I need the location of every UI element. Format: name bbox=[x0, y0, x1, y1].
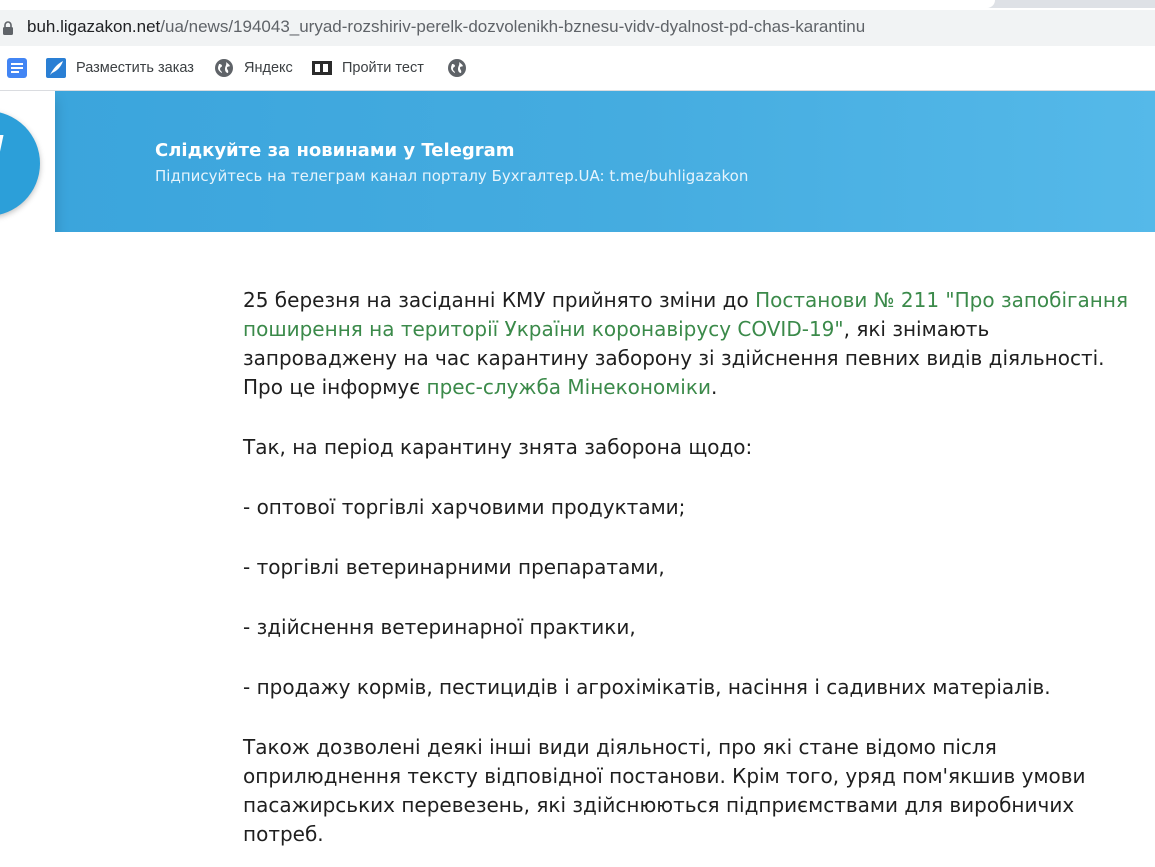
text-fragment: , які знімають запроваджену на час карантину заборону зі здійснення певних видів діяльності. Про це інформує bbox=[243, 317, 1105, 399]
text-fragment: 25 березня на засіданні КМУ прийнято зміни до bbox=[243, 288, 756, 312]
article-paragraph-closing: Також дозволені деякі інші види діяльності, про які стане відомо після оприлюднення тексту відповідної постанови. Крім того, уряд пом'якшив умови пасажирських перевезень, які здійснюються підприємствами для виробничих потреб. bbox=[243, 735, 1086, 846]
press-service-link[interactable]: прес-служба Мінекономіки bbox=[426, 375, 711, 399]
feather-icon bbox=[46, 58, 66, 78]
url-path: /ua/news/194043_uryad-rozshiriv-perelk-dozvolenikh-bznesu-vidv-dyalnost-pd-chas-karantinu bbox=[160, 17, 866, 36]
url-text[interactable] bbox=[27, 17, 865, 37]
article-body bbox=[243, 286, 1148, 849]
bookmark-label: Разместить заказ bbox=[76, 60, 194, 76]
bookmark-docs[interactable] bbox=[7, 52, 37, 84]
banner-title[interactable]: Слідкуйте за новинами у Telegram bbox=[155, 140, 515, 161]
bookmark-order[interactable] bbox=[46, 52, 194, 84]
text-fragment: . bbox=[710, 375, 718, 399]
spacer bbox=[243, 402, 1148, 433]
spacer bbox=[243, 642, 1148, 673]
list-item: - торгівлі ветеринарними препаратами, bbox=[243, 555, 665, 579]
resolution-link[interactable]: Постанови № 211 "Про запобігання поширення на території України коронавірусу COVID-19" bbox=[243, 288, 1128, 341]
spacer bbox=[243, 462, 1148, 493]
docs-icon bbox=[7, 58, 27, 78]
telegram-logo-icon bbox=[0, 111, 40, 216]
lock-icon[interactable] bbox=[2, 21, 14, 35]
globe-icon bbox=[214, 58, 234, 78]
bookmark-test[interactable] bbox=[312, 52, 424, 84]
article-paragraph-intro bbox=[243, 286, 1148, 402]
spacer bbox=[243, 702, 1148, 733]
bookmark-globe[interactable] bbox=[447, 52, 477, 84]
bookmark-yandex[interactable] bbox=[214, 52, 293, 84]
list-item: - оптової торгівлі харчовими продуктами; bbox=[243, 495, 686, 519]
list-item: - продажу кормів, пестицидів і агрохімікатів, насіння і садивних матеріалів. bbox=[243, 675, 1051, 699]
banner-subtitle[interactable]: Підписуйтесь на телеграм канал порталу Бухгалтер.UA: t.me/buhligazakon bbox=[155, 167, 749, 185]
url-host: buh.ligazakon.net bbox=[27, 17, 161, 36]
spacer bbox=[243, 522, 1148, 553]
telegram-banner[interactable] bbox=[0, 91, 1155, 232]
test-logo-icon bbox=[312, 58, 332, 78]
globe-icon bbox=[447, 58, 467, 78]
spacer bbox=[243, 582, 1148, 613]
bookmark-label: Яндекс bbox=[244, 60, 293, 76]
address-bar-area bbox=[0, 0, 1155, 52]
list-item: - здійснення ветеринарної практики, bbox=[243, 615, 636, 639]
active-tab[interactable] bbox=[0, 0, 995, 8]
bookmarks-bar bbox=[0, 52, 1155, 91]
telegram-badge bbox=[0, 91, 55, 232]
article-paragraph-lead: Так, на період карантину знята заборона щодо: bbox=[243, 435, 753, 459]
tab-strip bbox=[0, 0, 1155, 8]
bookmark-label: Пройти тест bbox=[342, 60, 424, 76]
